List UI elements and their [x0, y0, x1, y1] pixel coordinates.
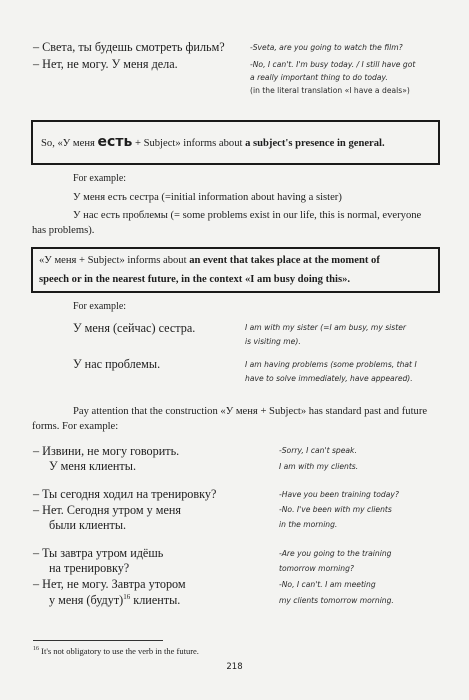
page-number: 218 — [226, 662, 243, 672]
example-line: У меня есть сестра (=initial information about having a sister) — [73, 192, 342, 203]
dialog-line-ru: – Нет, не могу. У меня дела. — [33, 57, 178, 71]
dialog-en: tomorrow morning? — [279, 564, 354, 573]
dialog-ru: – Нет, не могу. Завтра утором — [33, 577, 186, 591]
dialog-line-en: -Sveta, are you going to watch the film? — [250, 43, 403, 52]
example-ru: У нас проблемы. — [73, 357, 161, 371]
footnote-rule — [33, 640, 163, 641]
dialog-ru: – Нет. Сегодня утром у меня — [33, 503, 182, 517]
footnote: $^{16}$ It's not obligatory to use the verb in the future. — [33, 646, 199, 656]
dialog-ru-with-footnote: у меня (будут)$^{16}$ клиенты. — [49, 592, 181, 607]
example-line: has problems). — [32, 225, 95, 236]
dialog-en: my clients tomorrow morning. — [279, 596, 394, 605]
footnote-marker: 16 — [123, 592, 131, 601]
example-label: For example: — [73, 301, 127, 312]
rule-text: So, «У меня есть + Subject» informs about a subject's presence in general. — [41, 134, 385, 150]
dialog-en: -Have you been training today? — [279, 490, 399, 499]
dialog-en: -Are you going to the training — [279, 549, 392, 558]
dialog-line-en: -No, I can't. I'm busy today. / I still have got — [250, 60, 416, 69]
example-en: have to solve immediately, have appeared). — [245, 374, 413, 383]
example-en: I am having problems (some problems, that I — [245, 360, 417, 369]
dialog-en: I am with my clients. — [279, 462, 359, 471]
dialog-line-en: a really important thing to do today. — [250, 73, 388, 82]
example-line: У нас есть проблемы (= some problems exist in our life, this is normal, everyone — [73, 210, 422, 221]
attention-text: forms. For example: — [32, 421, 119, 432]
dialog-ru: – Ты сегодня ходил на тренировку? — [33, 487, 217, 501]
example-ru: У меня (сейчас) сестра. — [73, 321, 196, 335]
example-en: is visiting me). — [245, 337, 301, 346]
rule-text-line2: speech or in the nearest future, in the context «I am busy doing this». — [39, 274, 351, 285]
example-en: I am with my sister (=I am busy, my sister — [245, 323, 407, 332]
dialog-ru: – Ты завтра утром идёшь — [33, 546, 164, 560]
dialog-ru: на тренировку? — [49, 561, 130, 575]
rule-box — [31, 120, 440, 165]
dialog-ru: были клиенты. — [49, 518, 127, 532]
dialog-line-ru: – Света, ты будешь смотреть фильм? — [33, 40, 225, 54]
dialog-line-en: (in the literal translation «I have a deals») — [250, 86, 410, 95]
rule-box — [31, 247, 440, 293]
dialog-en: -Sorry, I can't speak. — [279, 446, 357, 455]
attention-text: Pay attention that the construction «У меня + Subject» has standard past and future — [73, 406, 428, 417]
rule-text-line1: «У меня + Subject» informs about an event that takes place at the moment of — [39, 255, 380, 266]
dialog-en: -No, I can't. I am meeting — [279, 580, 376, 589]
dialog-ru: – Извини, не могу говорить. — [33, 444, 180, 458]
dialog-en: in the morning. — [279, 520, 338, 529]
dialog-ru: У меня клиенты. — [49, 459, 136, 473]
dialog-en: -No. I've been with my clients — [279, 505, 392, 514]
example-label: For example: — [73, 173, 127, 184]
